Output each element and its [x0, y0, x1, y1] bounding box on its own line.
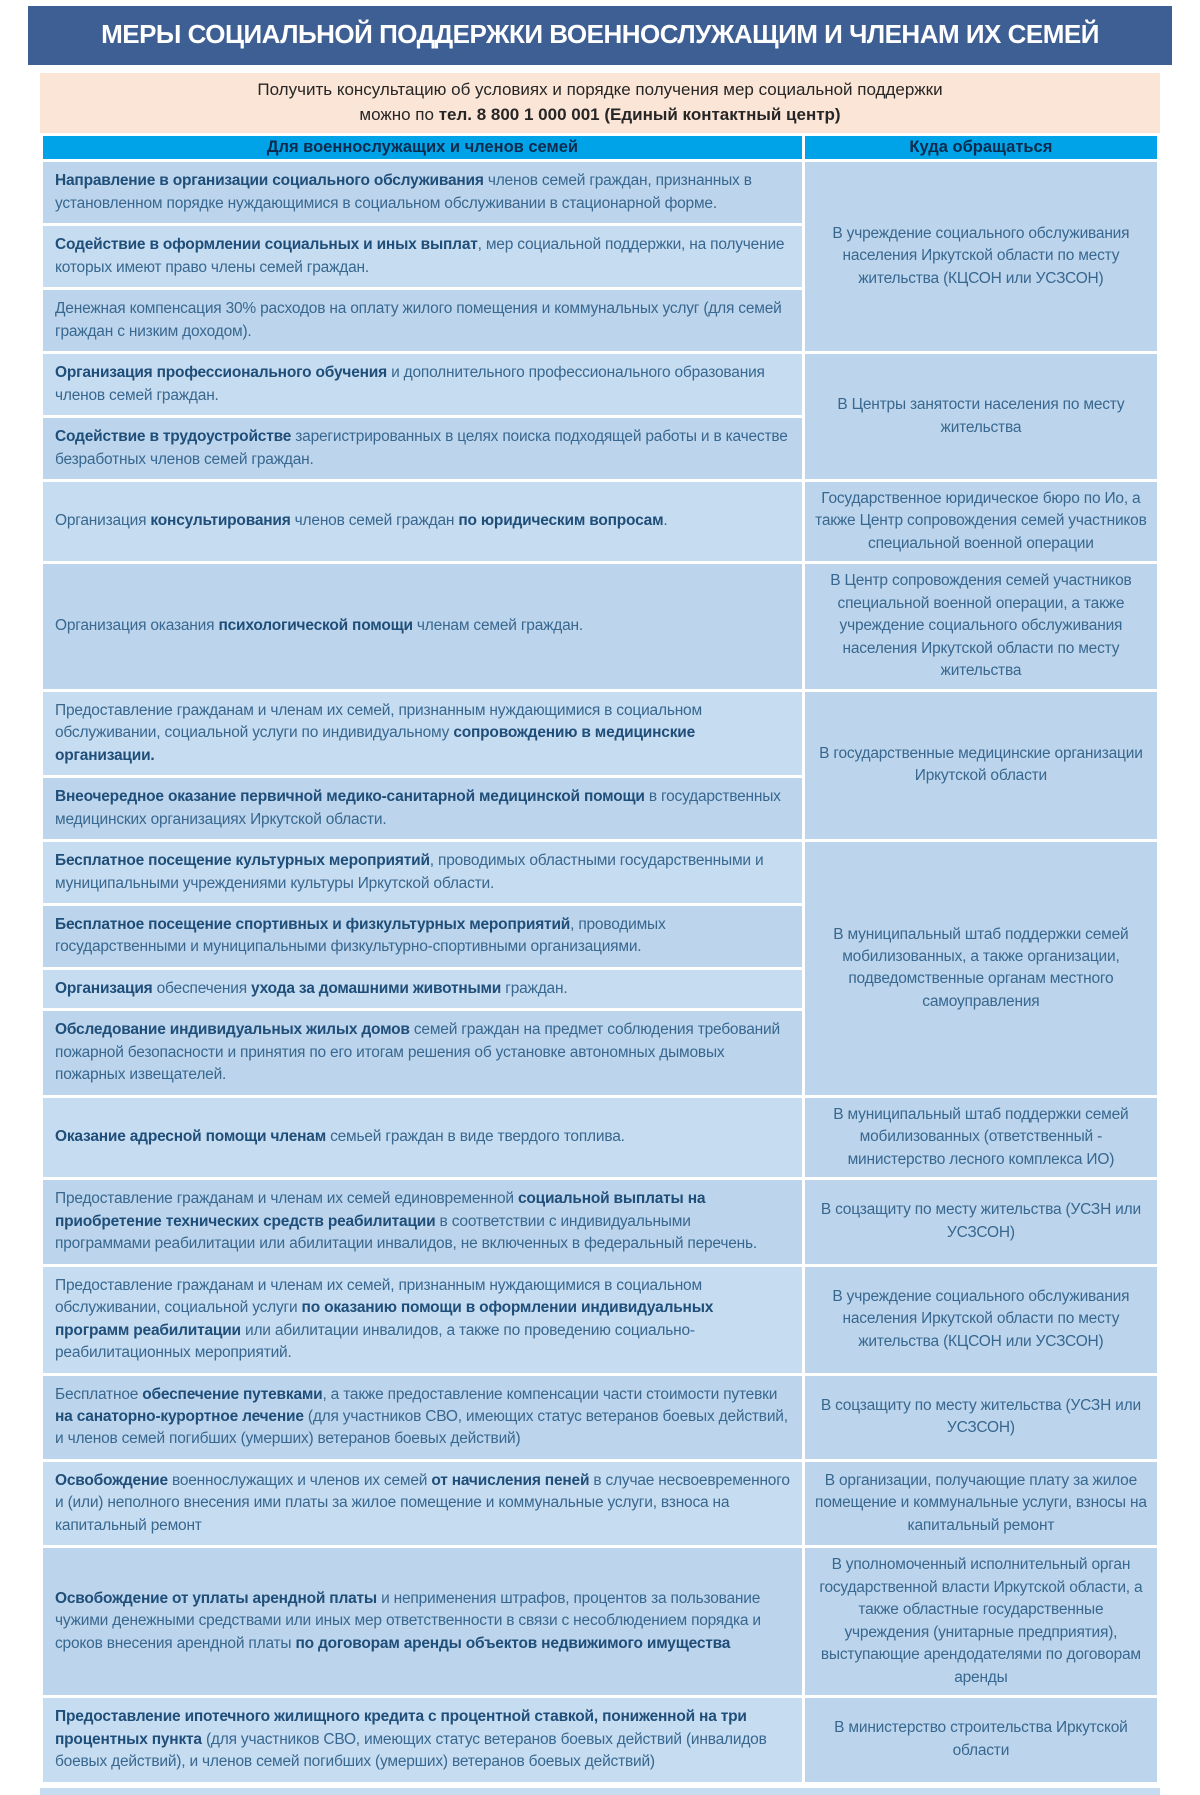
- measure-text-bold: Направление в организации социального обслуживания: [55, 172, 484, 190]
- measure-text: Предоставление гражданам и членам их семей, признанным нуждающимися в социальном обслуживании, социальной услуги по индивидуальному: [55, 701, 702, 742]
- measure-cell: [42, 1697, 804, 1783]
- table-row: [42, 161, 1159, 225]
- measure-text: или абилитации инвалидов, а также по проведению социально-реабилитационных мероприятий.: [55, 1321, 695, 1362]
- table-row: [42, 1374, 1159, 1460]
- measure-cell: [42, 968, 804, 1009]
- measure-text-bold: ухода за домашними животными: [251, 979, 502, 997]
- page-title: МЕРЫ СОЦИАЛЬНОЙ ПОДДЕРЖКИ ВОЕННОСЛУЖАЩИМ И ЧЛЕНАМ ИХ СЕМЕЙ: [28, 6, 1172, 65]
- measure-cell: [42, 1096, 804, 1178]
- where-cell: В соцзащиту по месту жительства (УСЗН или УСЗСОН): [803, 1374, 1158, 1460]
- measure-cell: [42, 690, 804, 776]
- where-cell: В государственные медицинские организации Иркутской области: [803, 690, 1158, 840]
- measure-text-bold: психологической помощи: [218, 617, 413, 635]
- table-header-row: [42, 135, 1159, 161]
- measure-text: Предоставление гражданам и членам их семей единовременной: [55, 1190, 518, 1208]
- measure-text: в соответствии с индивидуальными программами реабилитации или абилитации инвалидов, не включенных в федеральный перечень.: [55, 1212, 757, 1253]
- measure-text-bold: от начисления пеней: [431, 1471, 590, 1489]
- measure-cell: [42, 1265, 804, 1374]
- measure-text: членов семей граждан: [290, 512, 459, 530]
- measure-cell: [42, 225, 804, 289]
- measure-text-bold: сопровождению в медицинские организации.: [55, 724, 696, 764]
- measure-text: граждан.: [501, 979, 568, 997]
- where-cell: В муниципальный штаб поддержки семей мобилизованных, а также организации, подведомственные органам местного самоуправления: [803, 841, 1158, 1097]
- consultation-banner: [40, 73, 1160, 133]
- where-cell: В учреждение социального обслуживания населения Иркутской области по месту жительства (КЦСОН или УСЗСОН): [803, 1265, 1158, 1374]
- table-row: [42, 690, 1159, 776]
- measure-cell: [42, 1179, 804, 1265]
- measure-text-bold: обеспечение путевками: [142, 1385, 323, 1403]
- measure-text: семьей граждан в виде твердого топлива.: [325, 1128, 625, 1146]
- table-row: [42, 1179, 1159, 1265]
- measure-text: Организация: [55, 512, 151, 530]
- measure-text: (для участников СВО, имеющих статус ветеранов боевых действий, и членов семей погибших (умерших) ветеранов боевых действий): [55, 1407, 788, 1448]
- where-cell: В Центр сопровождения семей участников специальной военной операции, а также учреждение социального обслуживания населения Иркутской области по месту жительства: [803, 563, 1158, 690]
- measure-text-bold: по юридическим вопросам: [458, 512, 664, 530]
- measure-text-bold: Предоставление ипотечного жилищного кредита с процентной ставкой, пониженной на три процентных пункта: [55, 1708, 747, 1748]
- measure-cell: [42, 161, 804, 225]
- table-row: [42, 1096, 1159, 1178]
- measure-cell: [42, 289, 804, 353]
- where-cell: В уполномоченный исполнительный орган государственной власти Иркутской области, а также областные государственные учреждения (унитарные предприятия), выступающие арендодателями по договорам аренды: [803, 1547, 1158, 1697]
- measure-text: в случае несвоевременного и (или) неполного внесения ими платы за жилое помещение и коммунальные услуги, взноса на капитальный ремонт: [55, 1471, 790, 1534]
- measure-text: членов семей граждан, признанных в установленном порядке нуждающимися в социальном обслуживании в стационарной форме.: [55, 172, 752, 212]
- measure-text-bold: Содействие в трудоустройстве: [55, 428, 292, 446]
- measure-text-bold: социальной выплаты на приобретение технических средств реабилитации: [55, 1190, 706, 1230]
- measure-cell: [42, 417, 804, 481]
- measure-cell: [42, 1460, 804, 1546]
- measure-text: , мер социальной поддержки, на получение которых имеют право члены семей граждан.: [55, 236, 785, 276]
- measure-cell: [42, 777, 804, 841]
- where-cell: В организации, получающие плату за жилое помещение и коммунальные услуги, взносы на капитальный ремонт: [803, 1460, 1158, 1546]
- measure-text-bold: Организация: [55, 979, 153, 997]
- where-cell: Государственное юридическое бюро по Ио, а также Центр сопровождения семей участников специальной военной операции: [803, 480, 1158, 562]
- measure-cell: [42, 841, 804, 905]
- measure-text-bold: по договорам аренды объектов недвижимого имущества: [295, 1634, 731, 1652]
- measure-text-bold: Освобождение от уплаты арендной платы: [55, 1590, 377, 1608]
- measure-text: Денежная компенсация 30% расходов на оплату жилого помещения и коммунальных услуг (для семей граждан с низким доходом).: [55, 300, 782, 340]
- measure-cell: [42, 1010, 804, 1096]
- measure-cell: [42, 1547, 804, 1697]
- measure-text-bold: на санаторно-курортное лечение: [55, 1407, 304, 1425]
- measure-text: членам семей граждан.: [412, 617, 584, 635]
- measures-table-body: [42, 161, 1159, 1783]
- measure-text: Предоставление гражданам и членам их семей, признанным нуждающимися в социальном обслуживании, социальной услуги: [55, 1276, 702, 1317]
- measure-text-bold: консультирования: [150, 512, 291, 530]
- table-row: [42, 480, 1159, 562]
- measure-text: семей граждан на предмет соблюдения требований пожарной безопасности и принятия по его итогам решения об установке автономных дымовых пожарных извещателей.: [55, 1021, 780, 1084]
- measure-text: в государственных медицинских организациях Иркутской области.: [55, 788, 781, 828]
- measure-text: .: [663, 512, 668, 530]
- table-row: [42, 1460, 1159, 1546]
- measure-text: Организация оказания: [55, 617, 219, 635]
- banner-line1: Получить консультацию об условиях и порядке получения мер социальной поддержки: [257, 80, 943, 99]
- measure-text-bold: Бесплатное посещение спортивных и физкультурных мероприятий: [55, 916, 571, 933]
- where-cell: В соцзащиту по месту жительства (УСЗН или УСЗСОН): [803, 1179, 1158, 1265]
- support-measures-table: [40, 133, 1160, 1784]
- column-header-where: Куда обращаться: [803, 135, 1158, 161]
- measure-cell: [42, 563, 804, 690]
- measure-text-bold: Содействие в оформлении социальных и иных выплат: [55, 236, 478, 254]
- column-header-measures: Для военнослужащих и членов семей: [42, 135, 804, 161]
- measure-text: Бесплатное: [55, 1385, 143, 1403]
- measure-text: и неприменения штрафов, процентов за пользование чужими денежными средствами или иных мер ответственности в связи с несоблюдением порядка и сроков внесения арендной платы: [55, 1590, 761, 1652]
- table-row: [42, 841, 1159, 905]
- measure-text-bold: по оказанию помощи в оформлении индивидуальных программ реабилитации: [55, 1299, 714, 1339]
- where-cell: В учреждение социального обслуживания населения Иркутской области по месту жительства (КЦСОН или УСЗСОН): [803, 161, 1158, 353]
- measure-text: (для участников СВО, имеющих статус ветеранов боевых действий (инвалидов боевых действий), и членов семей погибших (умерших) ветеранов боевых действий): [55, 1730, 767, 1771]
- measure-text: , проводимых государственными и муниципальными физкультурно-спортивными организациями.: [55, 916, 666, 956]
- where-cell: В муниципальный штаб поддержки семей мобилизованных (ответственный - министерство лесного комплекса ИО): [803, 1096, 1158, 1178]
- measure-text-bold: Организация профессионального обучения: [55, 364, 387, 382]
- measure-cell: [42, 353, 804, 417]
- measure-text-bold: Бесплатное посещение культурных мероприятий: [55, 852, 430, 870]
- cut-off-row-strip: [40, 1785, 1160, 1795]
- measure-text-bold: Обследование индивидуальных жилых домов: [55, 1021, 410, 1039]
- measure-text: , а также предоставление компенсации части стоимости путевки: [322, 1385, 778, 1403]
- measure-text: зарегистрированных в целях поиска подходящей работы и в качестве безработных членов семей граждан.: [55, 428, 788, 468]
- table-row: [42, 353, 1159, 417]
- measure-cell: [42, 1374, 804, 1460]
- measure-text-bold: Оказание адресной помощи членам: [55, 1128, 326, 1146]
- measure-text-bold: Освобождение: [55, 1471, 168, 1489]
- where-cell: В министерство строительства Иркутской области: [803, 1697, 1158, 1783]
- banner-line2-prefix: можно по: [359, 104, 439, 124]
- table-row: [42, 563, 1159, 690]
- measure-text: военнослужащих и членов их семей: [167, 1471, 432, 1489]
- measure-text-bold: Внеочередное оказание первичной медико-санитарной медицинской помощи: [55, 788, 645, 806]
- table-row: [42, 1547, 1159, 1697]
- measure-cell: [42, 480, 804, 562]
- measure-text: , проводимых областными государственными и муниципальными учреждениями культуры Иркутской области.: [55, 852, 764, 892]
- measure-text: обеспечения: [152, 979, 252, 997]
- table-row: [42, 1697, 1159, 1783]
- where-cell: В Центры занятости населения по месту жительства: [803, 353, 1158, 481]
- banner-line2: [50, 103, 1150, 128]
- table-row: [42, 1265, 1159, 1374]
- measure-text: и дополнительного профессионального образования членов семей граждан.: [55, 364, 765, 404]
- measure-cell: [42, 905, 804, 969]
- contact-phone: тел. 8 800 1 000 001 (Единый контактный центр): [438, 104, 841, 124]
